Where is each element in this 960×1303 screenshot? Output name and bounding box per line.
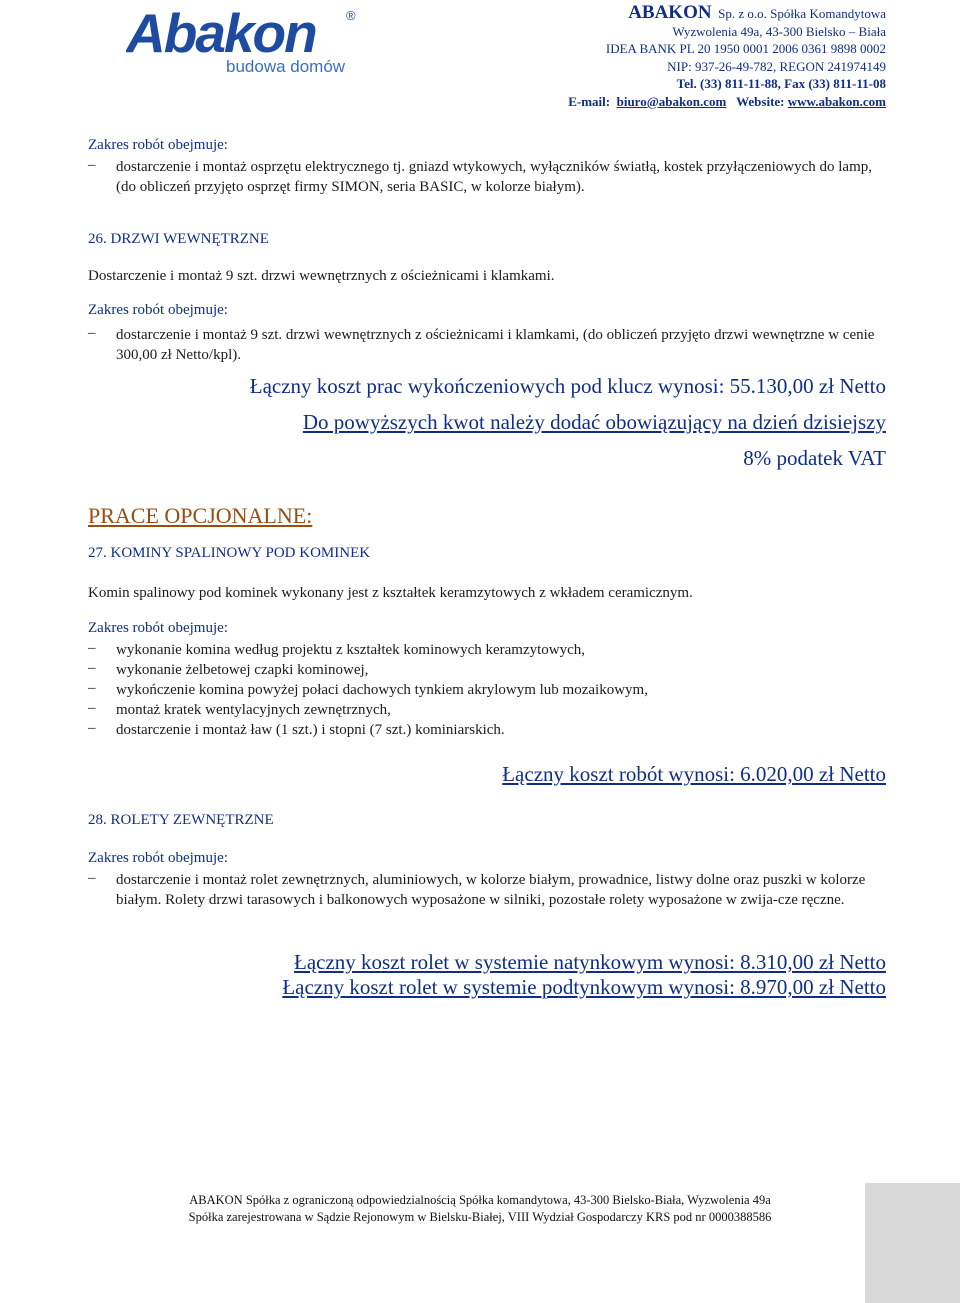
scope-label-electrical: Zakres robót obejmuje: (88, 137, 228, 153)
website-label: Website: (736, 93, 785, 109)
dash-bullet: – (88, 700, 96, 716)
vat-note-line2: 8% podatek VAT (743, 446, 886, 470)
section-26-desc: Dostarczenie i montaż 9 szt. drzwi wewnętrznych z ościeżnicami i klamkami. (88, 268, 555, 284)
corner-shadow (865, 1183, 960, 1303)
company-tel-fax: Tel. (33) 811-11-88, Fax (33) 811-11-08 (676, 76, 886, 91)
email-link[interactable]: biuro@abakon.com (616, 93, 727, 109)
logo-tagline: budowa domów (226, 57, 346, 76)
section-28-item: dostarczenie i montaż rolet zewnętrznych, aluminiowych, w kolorze białym, prowadnice, listwy dolne oraz puszki w kolorze białym. Rolety drzwi tarasowych i balkonowych wyposażone w silniki, pozostałe rolety wyposażone w zwija-cze ręczne. (116, 872, 866, 908)
section-27-item: dostarczenie i montaż ław (1 szt.) i stopni (7 szt.) kominiarskich. (116, 722, 505, 738)
scope-label-27: Zakres robót obejmuje: (88, 620, 228, 636)
section-27-desc: Komin spalinowy pod kominek wykonany jest z kształtek keramzytowych z wkładem ceramicznym. (88, 585, 693, 601)
dash-bullet: – (88, 660, 96, 676)
total-finishing: Łączny koszt prac wykończeniowych pod klucz wynosi: 55.130,00 zł Netto (249, 374, 886, 398)
company-bank: IDEA BANK PL 20 1950 0001 2006 0361 9898 0002 (605, 41, 886, 56)
total-chimney: Łączny koszt robót wynosi: 6.020,00 zł Netto (502, 762, 886, 786)
footer (0, 1192, 960, 1226)
dash-bullet: – (88, 640, 96, 656)
section-27-title: 27. KOMINY SPALINOWY POD KOMINEK (88, 545, 371, 561)
dash-bullet: – (88, 720, 96, 736)
dash-bullet: – (88, 870, 96, 886)
company-name: ABAKON (628, 2, 712, 23)
section-26-item: dostarczenie i montaż 9 szt. drzwi wewnętrznych z ościeżnicami i klamkami, (do obliczeń przyjęto drzwi wewnętrzne w cenie 300,00 zł Netto/kpl). (116, 327, 875, 363)
total-blinds-surface: Łączny koszt rolet w systemie natynkowym wynosi: 8.310,00 zł Netto (294, 950, 886, 974)
website-link[interactable]: www.abakon.com (787, 93, 886, 109)
footer-line1: ABAKON Spółka z ograniczoną odpowiedzialnością Spółka komandytowa, 43-300 Bielsko-Biała, Wyzwolenia 49a (189, 1193, 771, 1207)
company-address: Wyzwolenia 49a, 43-300 Bielsko – Biała (672, 23, 886, 39)
section-28-title: 28. ROLETY ZEWNĘTRZNE (88, 812, 274, 828)
total-blinds-flush: Łączny koszt rolet w systemie podtynkowym wynosi: 8.970,00 zł Netto (282, 975, 886, 999)
email-label: E-mail: (568, 93, 611, 109)
dash-bullet: – (88, 157, 96, 173)
company-nip-regon: NIP: 937-26-49-782, REGON 241974149 (667, 58, 886, 74)
item-electrical: dostarczenie i montaż osprzętu elektrycznego tj. gniazd wtykowych, wyłączników światłą, kostek przyłączeniowych do lamp, (do obliczeń przyjęto osprzęt firmy SIMON, seria BASIC, w kolorze białym). (116, 159, 872, 195)
dash-bullet: – (88, 680, 96, 696)
scope-label-26: Zakres robót obejmuje: (88, 302, 228, 318)
footer-line2: Spółka zarejestrowana w Sądzie Rejonowym w Bielsku-Białej, VIII Wydział Gospodarczy KRS pod nr 0000388586 (188, 1210, 772, 1224)
section-26-title: 26. DRZWI WEWNĘTRZNE (88, 231, 269, 247)
optional-works-title: PRACE OPCJONALNE: (88, 503, 313, 528)
company-info (568, 4, 886, 110)
section-27-item: montaż kratek wentylacyjnych zewnętrznych, (116, 702, 391, 718)
section-27-item: wykończenie komina powyżej połaci dachowych tynkiem akrylowym lub mozaikowym, (116, 682, 648, 698)
vat-note-line1: Do powyższych kwot należy dodać obowiązujący na dzień dzisiejszy (302, 410, 886, 434)
logo-registered-mark: ® (346, 8, 356, 23)
logo-brand: Abakon (126, 4, 316, 64)
section-27-item: wykonanie żelbetowej czapki kominowej, (116, 662, 369, 678)
company-form: Sp. z o.o. Spółka Komandytowa (718, 6, 886, 21)
scope-label-28: Zakres robót obejmuje: (88, 850, 228, 866)
abakon-logo (126, 4, 364, 76)
dash-bullet: – (88, 325, 96, 341)
section-27-item: wykonanie komina według projektu z kształtek kominowych keramzytowych, (116, 642, 586, 658)
